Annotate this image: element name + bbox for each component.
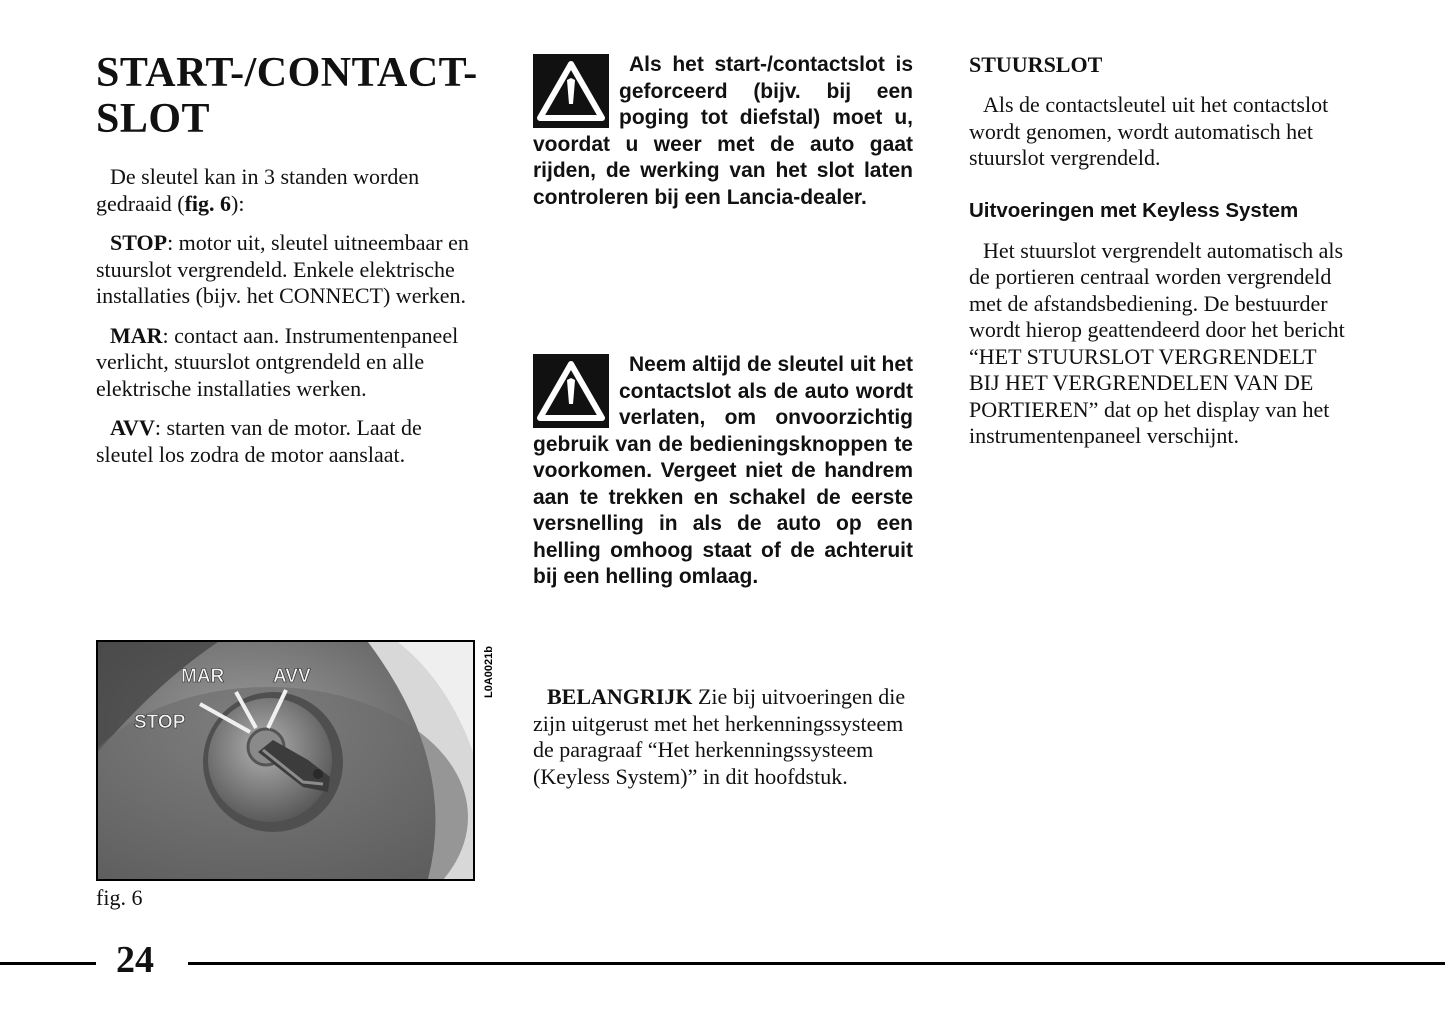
- fig-reference: fig. 6: [184, 190, 232, 216]
- intro-text: De sleutel kan in 3 standen worden gedraaid (: [96, 164, 420, 216]
- avv-paragraph: [96, 415, 481, 468]
- stuurslot-paragraph: Als de contactsleutel uit het contactslot wordt genomen, wordt automatisch het stuurslot vergrendeld.: [969, 92, 1329, 170]
- footer-rule-left: [0, 962, 96, 965]
- note-text: Zie bij uitvoeringen die zijn uitgerust met het herkenningssysteem de paragraaf “Het herkenningssysteem (Keyless System)” in dit hoofdstuk.: [533, 684, 906, 789]
- footer-rule-right: [188, 962, 1445, 965]
- avv-text: : starten van de motor. Laat de sleutel los zodra de motor aanslaat.: [96, 415, 422, 467]
- mar-text: : contact aan. Instrumentenpaneel verlicht, stuurslot ontgrendeld en alle elektrische installaties werken.: [96, 322, 459, 401]
- figure-code: [478, 640, 496, 700]
- figure-code-text: L0A0021b: [483, 646, 495, 698]
- page-title: [96, 50, 481, 142]
- figure-caption: fig. 6: [96, 885, 143, 910]
- stop-key: STOP: [110, 230, 168, 255]
- stop-paragraph: [96, 230, 481, 310]
- title-line-2: SLOT: [96, 96, 211, 142]
- intro-paragraph: [96, 164, 481, 217]
- ignition-illustration: [98, 642, 473, 879]
- left-column: [96, 50, 481, 481]
- warning-text-2: Neem altijd de sleutel uit het contactslot als de auto wordt verlaten, om onvoorzichtig gebruik van de bedieningsknoppen te voorkomen. Vergeet niet de handrem aan te trekken en schakel de eerste versnelling in als de auto op een helling omhoog staat of de achteruit bij een helling omlaag.: [533, 353, 913, 588]
- keyless-paragraph: Het stuurslot vergrendelt automatisch als de portieren centraal worden vergrendeld met de afstandsbediening. De bestuurder wordt hierop geattendeerd door het bericht “HET STUURSLOT VERGRENDELT BIJ HET VERGRENDELEN VAN DE PORTIEREN” dat op het display van het instrumentenpaneel verschijnt.: [969, 237, 1345, 448]
- title-line-1: START-/CONTACT-: [96, 50, 478, 96]
- avv-key: AVV: [110, 415, 155, 440]
- warning-text-1: Als het start-/contactslot is geforceerd (bijv. bij een poging tot diefstal) moet u, voordat u weer met de auto gaat rijden, de werking van het slot laten controleren bij een Lancia-dealer.: [533, 53, 913, 209]
- page-number: 24: [116, 939, 154, 981]
- right-column: [969, 52, 1349, 463]
- note-paragraph: [533, 684, 913, 790]
- stop-text: : motor uit, sleutel uitneembaar en stuurslot vergrendeld. Enkele elektrische installaties (bijv. het CONNECT) werken.: [96, 230, 469, 308]
- section-heading-stuurslot: STUURSLOT: [969, 52, 1103, 77]
- ignition-photo: [96, 640, 475, 881]
- warning-triangle-icon: [533, 54, 609, 128]
- mar-label: MAR: [181, 666, 225, 687]
- warning-block-1: [533, 52, 913, 211]
- warning-triangle-icon: [533, 354, 609, 428]
- warning-block-2: [533, 352, 913, 591]
- avv-label: AVV: [273, 666, 311, 687]
- stop-label: STOP: [134, 712, 186, 733]
- section-heading-keyless: Uitvoeringen met Keyless System: [969, 198, 1299, 222]
- note-key: BELANGRIJK: [547, 684, 693, 709]
- intro-suffix: ):: [231, 190, 245, 216]
- mar-paragraph: [96, 323, 481, 403]
- mar-key: MAR: [110, 322, 163, 348]
